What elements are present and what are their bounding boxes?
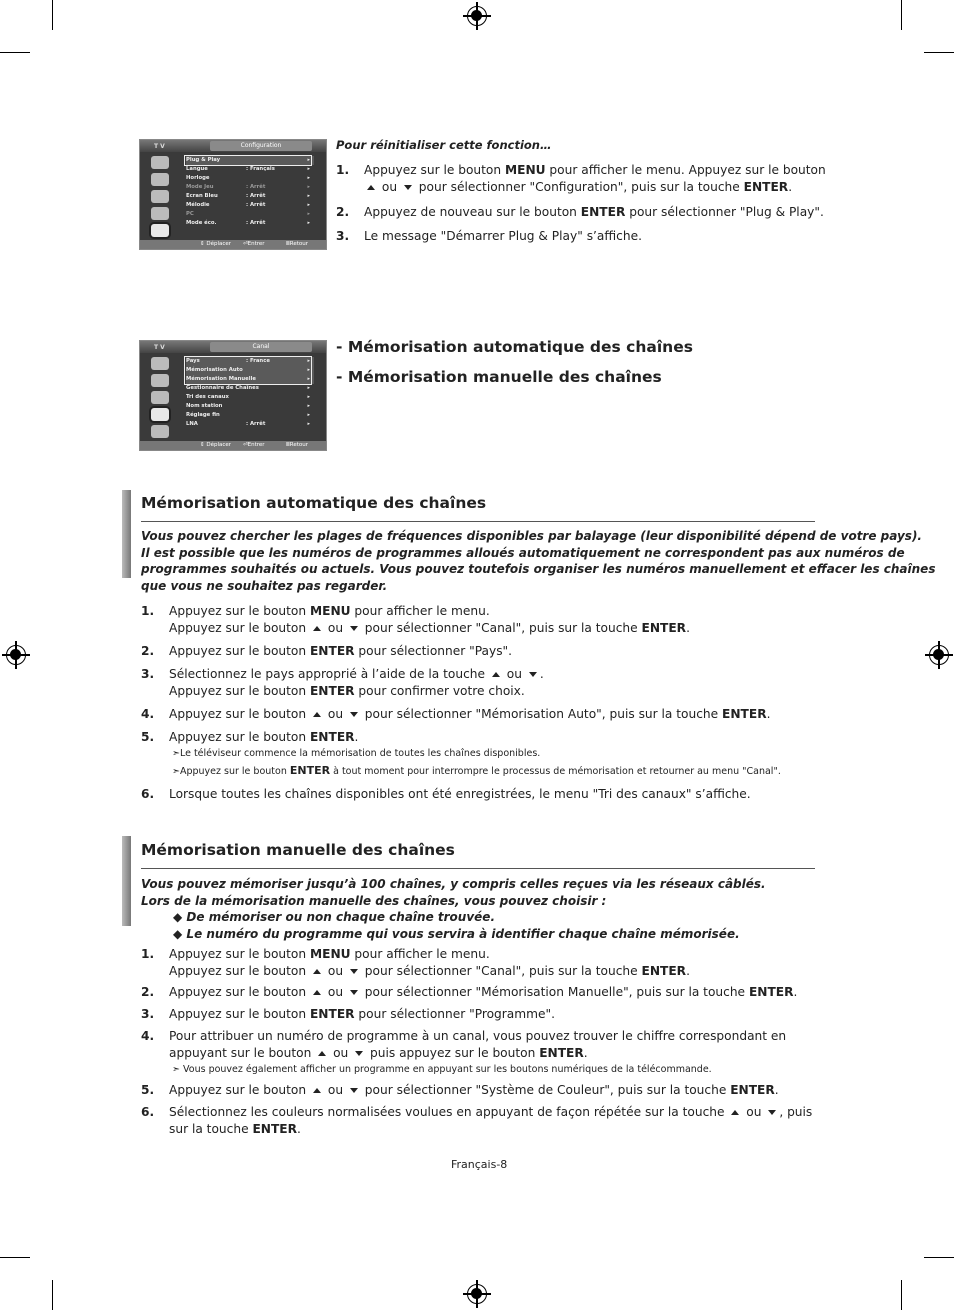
menu-title: Canal	[210, 342, 312, 352]
menu-item-value: : France	[246, 358, 270, 364]
toc-item-manual: - Mémorisation manuelle des chaînes	[336, 368, 662, 386]
intro-line: que vous ne souhaitez pas regarder.	[141, 578, 388, 593]
antenna-icon	[151, 408, 169, 421]
crop-mark	[52, 1280, 53, 1310]
menu-item-value: : Arrêt	[246, 193, 266, 199]
step-text: pour sélectionner "Pays".	[354, 644, 513, 658]
menu-item	[186, 402, 314, 411]
reset-heading: Pour réinitialiser cette fonction…	[336, 138, 552, 152]
menu-item	[186, 183, 314, 192]
menu-item-label: Mélodie	[186, 202, 210, 208]
step-number: 1.	[141, 604, 155, 618]
step-number: 3.	[336, 229, 350, 243]
section-divider	[141, 521, 815, 522]
menu-item-label: Mode éco.	[186, 220, 217, 226]
intro-line: Vous pouvez mémoriser jusqu’à 100 chaînes, y compris celles reçues via les réseaux câblés.	[141, 877, 766, 891]
menu-item-label: Gestionnaire de Chaînes	[186, 385, 259, 391]
section-title-manual: Mémorisation manuelle des chaînes	[141, 841, 455, 859]
down-arrow-icon	[350, 990, 358, 995]
step-text: appuyant sur le bouton	[169, 1046, 316, 1060]
menu-item-label: Ecran Bleu	[186, 193, 218, 199]
step-key: ENTER	[641, 621, 687, 635]
step-key: ENTER	[743, 180, 789, 194]
step-key: ENTER	[309, 730, 355, 744]
menu-item	[186, 357, 314, 366]
step-text: Appuyez sur le bouton	[169, 985, 310, 999]
menu-item	[186, 366, 314, 375]
tv-label: T V	[154, 344, 165, 351]
chevron-right-icon: ▸	[307, 367, 310, 373]
crop-mark	[52, 0, 53, 30]
section-divider	[141, 868, 815, 869]
step-text: Appuyez sur le bouton	[169, 730, 310, 744]
step-key: ENTER	[309, 1007, 355, 1021]
step-text: Le message "Démarrer Plug & Play" s’affiche.	[364, 229, 642, 243]
menu-item-label: Mode Jeu	[186, 184, 214, 190]
menu-item-value: : Arrêt	[246, 220, 266, 226]
step-text: pour sélectionner "Système de Couleur", puis sur la touche	[360, 1083, 731, 1097]
menu-item-label: Plug & Play	[186, 157, 221, 163]
intro-bullet: Le numéro du programme qui vous servira à identifier chaque chaîne mémorisée.	[186, 926, 740, 941]
menu-item	[186, 411, 314, 420]
up-arrow-icon	[313, 990, 321, 995]
step-key: ENTER	[309, 644, 355, 658]
step-text: Pour attribuer un numéro de programme à un canal, vous pouvez trouver le chiffre correspondant en	[169, 1029, 787, 1043]
registration-mark-icon	[929, 645, 949, 665]
menu-item	[186, 201, 314, 210]
step-text: Appuyez sur le bouton	[169, 604, 310, 618]
step-number: 2.	[141, 985, 155, 999]
step-key: ENTER	[748, 985, 794, 999]
step-text: sur la touche	[169, 1122, 253, 1136]
step-key: MENU	[309, 947, 351, 961]
setup-icon	[151, 224, 169, 237]
crop-mark	[924, 1257, 954, 1258]
section-bar	[122, 490, 131, 578]
step-text: Appuyez sur le bouton	[169, 1007, 310, 1021]
step-text: pour sélectionner "Canal", puis sur la touche	[360, 621, 642, 635]
step-text: puis appuyez sur le bouton	[366, 1046, 540, 1060]
menu-title: Configuration	[210, 141, 312, 151]
footer-enter: Entrer	[247, 241, 265, 247]
step-text: pour afficher le menu. Appuyez sur le bouton	[545, 163, 826, 177]
menu-item	[186, 210, 314, 219]
note-text: à tout moment pour interrompre le processus de mémorisation et retourner au menu "Canal".	[330, 766, 781, 777]
step-text: ou	[329, 1046, 353, 1060]
footer-enter: Entrer	[247, 442, 265, 448]
intro-line: Lors de la mémorisation manuelle des chaînes, vous pouvez choisir :	[141, 893, 607, 908]
down-arrow-icon	[529, 672, 537, 677]
step-text: pour sélectionner "Canal", puis sur la touche	[360, 964, 642, 978]
menu-item-label: Nom station	[186, 403, 223, 409]
chevron-right-icon: ▸	[307, 220, 310, 226]
up-arrow-icon	[731, 1110, 739, 1115]
step-text: pour sélectionner "Mémorisation Manuelle", puis sur la touche	[360, 985, 749, 999]
crop-mark	[0, 52, 30, 53]
step-key: ENTER	[252, 1122, 298, 1136]
menu-footer: ⇕ Déplacer ⏎Entrer ⅢRetour	[140, 240, 326, 249]
step-text: .	[766, 707, 771, 721]
menu-item	[186, 192, 314, 201]
chevron-right-icon: ▸	[307, 358, 310, 364]
step-number: 2.	[141, 644, 155, 658]
clock-icon	[151, 190, 169, 203]
intro-line: programmes souhaités ou actuels. Vous pouvez toutefois organiser les numéros manuellement et effacer les chaînes	[141, 562, 936, 576]
step-text: ou	[323, 621, 347, 635]
step-key: ENTER	[539, 1046, 584, 1060]
step-text: ou	[323, 985, 347, 999]
footer-move: Déplacer	[206, 442, 232, 448]
tv-label: T V	[154, 143, 165, 150]
crop-mark	[924, 52, 954, 53]
step-number: 6.	[141, 1105, 155, 1119]
menu-list	[186, 357, 314, 429]
up-arrow-icon	[367, 185, 375, 190]
chevron-right-icon: ▸	[307, 166, 310, 172]
intro-line: Vous pouvez chercher les plages de fréquences disponibles par balayage (leur disponibilité dépend de votre pays).	[141, 529, 922, 543]
crop-mark	[901, 1280, 902, 1310]
footer-back: Retour	[289, 442, 309, 448]
section-title-auto: Mémorisation automatique des chaînes	[141, 494, 487, 512]
tv-menu-configuration	[139, 139, 327, 250]
note-arrow-icon: ➣	[172, 1064, 180, 1075]
menu-item	[186, 165, 314, 174]
step-text: ou	[323, 964, 347, 978]
chevron-right-icon: ▸	[307, 403, 310, 409]
step-text: ou	[502, 667, 526, 681]
section-bar	[122, 836, 131, 926]
down-arrow-icon	[350, 1088, 358, 1093]
page-number: Français-8	[451, 1158, 508, 1171]
step-text: Appuyez sur le bouton	[169, 707, 310, 721]
menu-item-label: Mémorisation Auto	[186, 367, 243, 373]
chevron-right-icon: ▸	[307, 211, 310, 217]
chevron-right-icon: ▸	[307, 412, 310, 418]
menu-item-value: : Arrêt	[246, 184, 266, 190]
antenna-icon	[151, 207, 169, 220]
step-text: pour afficher le menu.	[350, 604, 490, 618]
step-text: Appuyez sur le bouton	[169, 684, 310, 698]
step-text: Appuyez de nouveau sur le bouton	[364, 205, 581, 219]
note-arrow-icon: ➣	[172, 748, 180, 759]
note-text: Le téléviseur commence la mémorisation de toutes les chaînes disponibles.	[179, 748, 541, 759]
step-key: MENU	[309, 604, 351, 618]
chevron-right-icon: ▸	[307, 421, 310, 427]
up-arrow-icon	[313, 1088, 321, 1093]
chevron-right-icon: ▸	[307, 184, 310, 190]
menu-item-label: Horloge	[186, 175, 210, 181]
chevron-right-icon: ▸	[307, 193, 310, 199]
manual-intro	[141, 876, 766, 942]
step-text: Appuyez sur le bouton	[169, 621, 310, 635]
setup-icon	[151, 425, 169, 438]
up-arrow-icon	[313, 626, 321, 631]
down-arrow-icon	[768, 1110, 776, 1115]
diamond-icon: ◆	[173, 910, 183, 924]
step-text: pour sélectionner "Plug & Play".	[625, 205, 824, 219]
down-arrow-icon	[350, 969, 358, 974]
step-text: pour afficher le menu.	[350, 947, 490, 961]
menu-item	[186, 174, 314, 183]
crop-mark	[0, 1257, 30, 1258]
step-text: .	[788, 180, 793, 194]
step-number: 1.	[336, 163, 350, 177]
step-number: 4.	[141, 707, 155, 721]
footer-back: Retour	[289, 241, 309, 247]
step-text: ou	[378, 180, 401, 194]
note-arrow-icon: ➣	[172, 766, 180, 777]
step-key: ENTER	[309, 684, 355, 698]
step-text: .	[354, 730, 359, 744]
menu-item	[186, 393, 314, 402]
step-text: Sélectionnez le pays approprié à l’aide de la touche	[169, 667, 489, 681]
step-text: ou	[323, 1083, 347, 1097]
note-text: Appuyez sur le bouton	[179, 766, 290, 777]
menu-item-label: PC	[186, 211, 194, 217]
down-arrow-icon	[350, 626, 358, 631]
up-arrow-icon	[318, 1051, 326, 1056]
step-text: .	[297, 1122, 301, 1136]
step-number: 4.	[141, 1029, 155, 1043]
step-text: ou	[742, 1105, 766, 1119]
step-text: .	[793, 985, 798, 999]
picture-icon	[151, 156, 169, 169]
crop-mark	[901, 0, 902, 30]
step-text: Appuyez sur le bouton	[364, 163, 505, 177]
chevron-right-icon: ▸	[307, 202, 310, 208]
note-text: Vous pouvez également afficher un programme en appuyant sur les boutons numériques de la télécommande.	[183, 1064, 712, 1075]
step-text: .	[774, 1083, 779, 1097]
step-key: ENTER	[580, 205, 626, 219]
step-number: 6.	[141, 787, 155, 801]
step-number: 3.	[141, 667, 155, 681]
step-text: .	[686, 964, 690, 978]
diamond-icon: ◆	[173, 926, 183, 941]
down-arrow-icon	[355, 1051, 363, 1056]
step-text: Appuyez sur le bouton	[169, 644, 310, 658]
menu-item-label: LNA	[186, 421, 198, 427]
step-text: .	[583, 1046, 588, 1060]
step-number: 3.	[141, 1007, 155, 1021]
menu-footer: ⇕ Déplacer ⏎Entrer ⅢRetour	[140, 441, 326, 450]
menu-item-label: Réglage fin	[186, 412, 220, 418]
sound-icon	[151, 173, 169, 186]
step-number: 1.	[141, 947, 155, 961]
menu-item-value: : Arrêt	[246, 421, 266, 427]
step-text: pour sélectionner "Programme".	[354, 1007, 555, 1021]
chevron-right-icon: ▸	[307, 175, 310, 181]
chevron-right-icon: ▸	[307, 376, 310, 382]
step-text: Sélectionnez les couleurs normalisées voulues en appuyant de façon répétée sur la touche	[169, 1105, 729, 1119]
intro-bullet: De mémoriser ou non chaque chaîne trouvée.	[186, 910, 495, 924]
step-number: 2.	[336, 205, 350, 219]
menu-item	[186, 219, 314, 228]
step-text: , puis	[779, 1105, 813, 1119]
step-text: Appuyez sur le bouton	[169, 947, 310, 961]
down-arrow-icon	[350, 712, 358, 717]
step-key: ENTER	[641, 964, 687, 978]
up-arrow-icon	[313, 712, 321, 717]
intro-line: Il est possible que les numéros de programmes alloués automatiquement ne correspondent pas aux numéros de	[141, 545, 905, 560]
menu-list	[186, 156, 314, 228]
step-key: ENTER	[289, 764, 331, 777]
menu-item	[186, 384, 314, 393]
step-text: pour sélectionner "Mémorisation Auto", puis sur la touche	[360, 707, 723, 721]
menu-item	[186, 420, 314, 429]
step-text: Lorsque toutes les chaînes disponibles ont été enregistrées, le menu "Tri des canaux" s’affiche.	[169, 787, 751, 801]
step-text: ou	[323, 707, 347, 721]
chevron-right-icon: ▸	[307, 157, 310, 163]
step-text: pour sélectionner "Configuration", puis sur la touche	[414, 180, 744, 194]
registration-mark-icon	[467, 6, 487, 26]
chevron-right-icon: ▸	[307, 394, 310, 400]
footer-move: Déplacer	[206, 241, 232, 247]
step-text: Appuyez sur le bouton	[169, 1083, 310, 1097]
menu-item-label: Tri des canaux	[186, 394, 229, 400]
menu-item-label: Pays	[186, 358, 200, 364]
sound-icon	[151, 374, 169, 387]
toc-item-auto: - Mémorisation automatique des chaînes	[336, 338, 693, 356]
chevron-right-icon: ▸	[307, 385, 310, 391]
clock-icon	[151, 391, 169, 404]
down-arrow-icon	[404, 185, 412, 190]
registration-mark-icon	[467, 1284, 487, 1304]
registration-mark-icon	[6, 645, 26, 665]
up-arrow-icon	[313, 969, 321, 974]
menu-item-value: : Français	[246, 166, 275, 172]
step-key: ENTER	[730, 1083, 775, 1097]
menu-item	[186, 156, 314, 165]
up-arrow-icon	[492, 672, 500, 677]
picture-icon	[151, 357, 169, 370]
menu-item-label: Langue	[186, 166, 208, 172]
step-text: .	[686, 621, 690, 635]
step-text: .	[539, 667, 544, 681]
menu-item-value: : Arrêt	[246, 202, 266, 208]
step-number: 5.	[141, 730, 155, 744]
step-key: ENTER	[722, 707, 767, 721]
tv-menu-canal	[139, 340, 327, 451]
auto-intro	[141, 528, 935, 594]
step-text: pour confirmer votre choix.	[354, 684, 525, 698]
menu-item-label: Mémorisation Manuelle	[186, 376, 256, 382]
step-number: 5.	[141, 1083, 155, 1097]
menu-item	[186, 375, 314, 384]
step-text: Appuyez sur le bouton	[169, 964, 310, 978]
step-key: MENU	[504, 163, 546, 177]
